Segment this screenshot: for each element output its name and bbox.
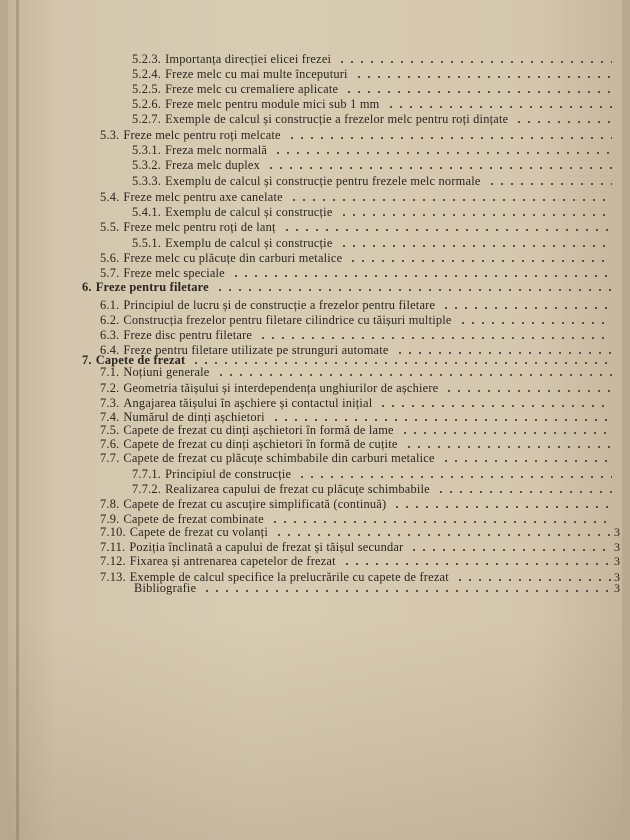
toc-leader-dots [441,307,612,309]
toc-entry [100,190,612,204]
toc-entry-number: 7.11. [100,540,126,554]
toc-entry-title: Freze melc cu plăcuțe din carburi metalice [123,251,343,265]
toc-entry [132,236,612,250]
toc-entry-title: Capete de frezat cu dinți așchietori în formă de cuțite [123,437,398,451]
toc-entry-number: 7.7.1. [132,467,162,481]
toc-entry-number: 7.6. [100,437,120,451]
toc-entry [100,410,612,424]
toc-entry-title: Freza melc normală [165,143,268,157]
toc-entry-title: Capete de frezat cu ascuțire simplificată (continuă) [123,497,387,511]
toc-entry-number: 6.2. [100,313,120,327]
toc-leader-dots [441,460,612,462]
toc-entry [100,512,612,526]
toc-entry [132,97,612,111]
toc-entry-number: 7.1. [100,365,120,379]
toc-entry [132,143,612,157]
toc-entry-number: 6.1. [100,298,120,312]
toc-leader-dots [404,446,612,448]
toc-entry [82,280,612,294]
toc-entry [100,298,612,312]
toc-entry-title: Construcția frezelor pentru filetare cilindrice cu tăișuri multiple [123,313,452,327]
toc-leader-dots [514,121,612,123]
toc-entry-title: Exemplu de calcul și construcție pentru frezele melc normale [165,174,481,188]
toc-leader-dots [400,432,612,434]
toc-entry-number: 5.3.2. [132,158,162,172]
toc-page-number: 3 [614,525,620,539]
toc-entry-title: Bibliografie [134,581,197,595]
toc-entry-number: 7.7. [100,451,120,465]
toc-entry [100,266,612,280]
toc-entry [100,540,612,554]
toc-entry-title: Freze melc cu cremaliere aplicate [165,82,339,96]
toc-entry [100,525,612,539]
toc-entry [130,581,612,595]
toc-entry-title: Importanța direcției elicei frezei [165,52,332,66]
toc-entry-number: 5.2.5. [132,82,162,96]
toc-entry-number: 5.5. [100,220,120,234]
toc-entry-title: Freze melc pentru axe canelate [123,190,283,204]
toc-leader-dots [271,419,612,421]
toc-entry-title: Freze melc cu mai multe începuturi [165,67,348,81]
toc-entry-title: Freza melc duplex [165,158,261,172]
toc-entry-title: Exemple de calcul și construcție a frezelor melc pentru roți dințate [165,112,509,126]
toc-entry-title: Capete de frezat cu dinți așchietori în formă de lame [123,423,394,437]
toc-entry-number: 5.2.3. [132,52,162,66]
toc-leader-dots [258,337,612,339]
toc-entry [132,112,612,126]
toc-entry-number: 6. [82,280,92,294]
toc-leader-dots [386,106,613,108]
toc-entry-number: 5.2.6. [132,97,162,111]
toc-page-number: 3 [614,581,620,595]
toc-entry [100,220,612,234]
toc-entry-title: Realizarea capului de frezat cu plăcuțe schimbabile [165,482,430,496]
toc-entry-number: 7.2. [100,381,120,395]
toc-entry-title: Freze melc pentru roți melcate [123,128,281,142]
toc-entry-number: 5.3.1. [132,143,162,157]
toc-entry [132,52,612,66]
toc-leader-dots [266,167,612,169]
toc-leader-dots [354,76,612,78]
toc-entry-number: 7.9. [100,512,120,526]
toc-entry-number: 5.4.1. [132,205,162,219]
toc-leader-dots [392,506,612,508]
toc-entry-title: Exemple de calcul specifice la prelucrările cu capete de frezat [129,570,449,584]
book-page [8,0,622,840]
toc-entry-number: 5.7. [100,266,120,280]
toc-entry-number: 5.3. [100,128,120,142]
toc-entry-title: Freze pentru filetare [95,280,209,294]
toc-page-number: 3 [614,540,620,554]
toc-page-number: 3 [614,554,620,568]
toc-leader-dots [339,245,612,247]
toc-leader-dots [191,362,612,364]
toc-leader-dots [289,199,612,201]
toc-entry-title: Freze pentru filetare utilizate pe strunguri automate [123,343,389,357]
toc-entry-title: Freze melc pentru roți de lanț [123,220,276,234]
toc-entry-number: 7.13. [100,570,126,584]
toc-entry-number: 6.4. [100,343,120,357]
toc-entry-number: 6.3. [100,328,120,342]
toc-entry-number: 5.6. [100,251,120,265]
toc-leader-dots [231,275,612,277]
toc-entry-title: Freze disc pentru filetare [123,328,253,342]
toc-entry [132,67,612,81]
toc-page-number: 3 [614,570,620,584]
toc-leader-dots [274,534,612,536]
toc-entry [100,251,612,265]
toc-entry [100,365,612,379]
toc-entry [100,381,612,395]
toc-leader-dots [458,322,612,324]
toc-entry-title: Capete de frezat cu plăcuțe schimbabile din carburi metalice [123,451,435,465]
toc-leader-dots [337,61,612,63]
toc-leader-dots [342,563,612,565]
toc-entry-title: Capete de frezat combinate [123,512,264,526]
toc-entry-title: Poziția înclinată a capului de frezat și tăișul secundar [129,540,404,554]
toc-entry-number: 5.5.1. [132,236,162,250]
toc-entry-number: 5.2.4. [132,67,162,81]
toc-entry [100,423,612,437]
toc-leader-dots [409,549,612,551]
toc-leader-dots [348,260,612,262]
toc-entry [100,437,612,451]
toc-leader-dots [344,91,612,93]
toc-entry-number: 7.7.2. [132,482,162,496]
toc-entry-number: 5.4. [100,190,120,204]
toc-entry [132,174,612,188]
toc-leader-dots [487,183,612,185]
toc-entry-title: Exemplu de calcul și construcție [165,236,333,250]
toc-entry [100,497,612,511]
toc-entry [132,467,612,481]
toc-leader-dots [436,491,612,493]
toc-entry-title: Capete de frezat cu volanți [129,525,268,539]
toc-leader-dots [282,229,612,231]
toc-entry-number: 7.5. [100,423,120,437]
toc-leader-dots [216,374,612,376]
toc-leader-dots [273,152,612,154]
toc-leader-dots [215,289,612,291]
toc-entry-number: 5.3.3. [132,174,162,188]
toc-entry-number: 7.8. [100,497,120,511]
toc-entry-title: Freze melc pentru module mici sub 1 mm [165,97,380,111]
toc-entry-number: 7.10. [100,525,126,539]
toc-leader-dots [270,521,612,523]
toc-entry-title: Principiul de construcție [165,467,292,481]
toc-leader-dots [287,137,612,139]
toc-entry-number: 7. [82,353,92,367]
toc-entry-title: Angajarea tăișului în așchiere și contactul inițial [123,396,373,410]
toc-leader-dots [297,476,612,478]
toc-entry [132,482,612,496]
toc-entry-title: Freze melc speciale [123,266,225,280]
toc-entry-number: 7.3. [100,396,120,410]
toc-entry-title: Capete de frezat [95,353,186,367]
toc-entry-title: Numărul de dinți așchietori [123,410,265,424]
toc-entry [100,328,612,342]
toc-entry-title: Exemplu de calcul și construcție [165,205,333,219]
toc-entry-title: Geometria tăișului și interdependența unghiurilor de așchiere [123,381,439,395]
toc-entry [100,313,612,327]
toc-entry-title: Fixarea și antrenarea capetelor de frezat [129,554,336,568]
toc-entry [100,554,612,568]
toc-leader-dots [339,214,612,216]
toc-entry-number: 7.4. [100,410,120,424]
toc-entry-number: 7.12. [100,554,126,568]
toc-entry [100,451,612,465]
toc-entry [132,82,612,96]
toc-entry [132,205,612,219]
toc-entry [100,396,612,410]
toc-leader-dots [378,405,612,407]
toc-entry [132,158,612,172]
toc-entry-title: Noțiuni generale [123,365,210,379]
toc-entry-number: 5.2.7. [132,112,162,126]
toc-leader-dots [444,390,612,392]
toc-leader-dots [202,590,612,592]
toc-entry [100,128,612,142]
toc-entry-title: Principiul de lucru și de construcție a frezelor pentru filetare [123,298,436,312]
page-gutter [16,0,19,840]
